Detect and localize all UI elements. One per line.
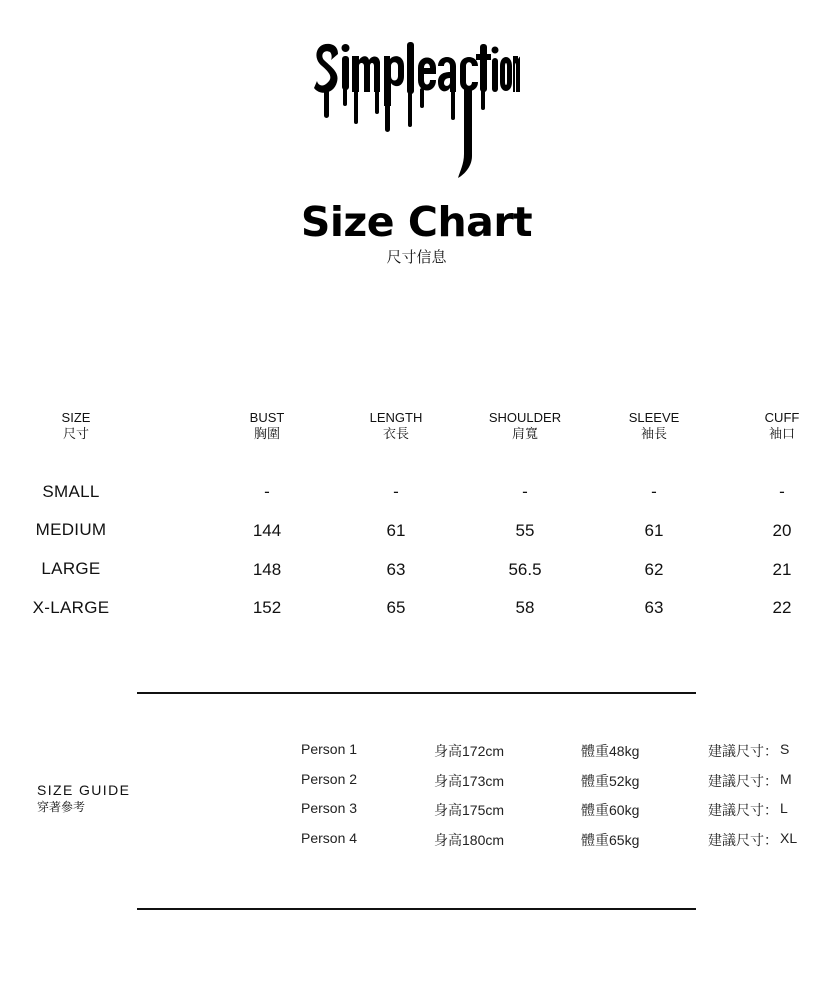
column-header-cuff: CUFF 袖口 [764, 410, 800, 441]
column-header-size: SIZE 尺寸 [61, 410, 91, 441]
person-name: Person 2 [301, 771, 358, 787]
row-label-large: LARGE [41, 559, 101, 578]
row-label-small: SMALL [42, 482, 100, 501]
cell-x-large-shoulder: 58 [515, 598, 535, 617]
recommended-size: M [780, 771, 792, 787]
cell-medium-shoulder: 55 [515, 521, 535, 540]
row-label-x-large: X-LARGE [32, 598, 110, 617]
recommended-size-label: 建議尺寸： [708, 802, 778, 818]
cell-large-sleeve: 62 [644, 560, 664, 579]
person-name: Person 1 [301, 741, 358, 757]
cell-medium-cuff: 20 [772, 521, 792, 540]
column-header-length: LENGTH 衣長 [369, 410, 423, 441]
cell-x-large-length: 65 [386, 598, 406, 617]
cell-x-large-bust: 152 [252, 598, 282, 617]
cell-medium-sleeve: 61 [644, 521, 664, 540]
column-header-shoulder: SHOULDER 肩寬 [488, 410, 562, 441]
person-name: Person 4 [301, 830, 358, 846]
recommended-size-label: 建議尺寸： [708, 743, 778, 759]
cell-large-shoulder: 56.5 [508, 560, 542, 579]
cell-small-length: - [393, 482, 399, 501]
page-title: Size Chart [300, 198, 533, 246]
cell-large-cuff: 21 [772, 560, 792, 579]
recommended-size: XL [780, 830, 798, 846]
brand-logo [312, 36, 520, 181]
cell-medium-bust: 144 [252, 521, 282, 540]
person-weight: 體重52kg [581, 773, 640, 789]
person-weight: 體重60kg [581, 802, 640, 818]
cell-small-shoulder: - [522, 482, 528, 501]
person-name: Person 3 [301, 800, 358, 816]
row-label-medium: MEDIUM [35, 520, 107, 539]
person-height: 身高172cm [434, 743, 505, 759]
person-height: 身高173cm [434, 773, 505, 789]
divider-top [137, 692, 696, 694]
person-height: 身高175cm [434, 802, 505, 818]
cell-medium-length: 61 [386, 521, 406, 540]
cell-x-large-cuff: 22 [772, 598, 792, 617]
size-guide-subtitle: 穿著參考 [37, 800, 86, 814]
column-header-sleeve: SLEEVE 袖長 [628, 410, 680, 441]
person-weight: 體重65kg [581, 832, 640, 848]
cell-small-bust: - [264, 482, 270, 501]
cell-large-length: 63 [386, 560, 406, 579]
cell-x-large-sleeve: 63 [644, 598, 664, 617]
recommended-size-label: 建議尺寸： [708, 832, 778, 848]
column-header-bust: BUST 胸圍 [249, 410, 285, 441]
recommended-size: L [780, 800, 788, 816]
page-subtitle: 尺寸信息 [386, 248, 447, 266]
cell-large-bust: 148 [252, 560, 282, 579]
recommended-size-label: 建議尺寸： [708, 773, 778, 789]
person-weight: 體重48kg [581, 743, 640, 759]
divider-bottom [137, 908, 696, 910]
size-guide-title: SIZE GUIDE [37, 782, 131, 798]
person-height: 身高180cm [434, 832, 505, 848]
cell-small-sleeve: - [651, 482, 657, 501]
recommended-size: S [780, 741, 790, 757]
cell-small-cuff: - [779, 482, 785, 501]
